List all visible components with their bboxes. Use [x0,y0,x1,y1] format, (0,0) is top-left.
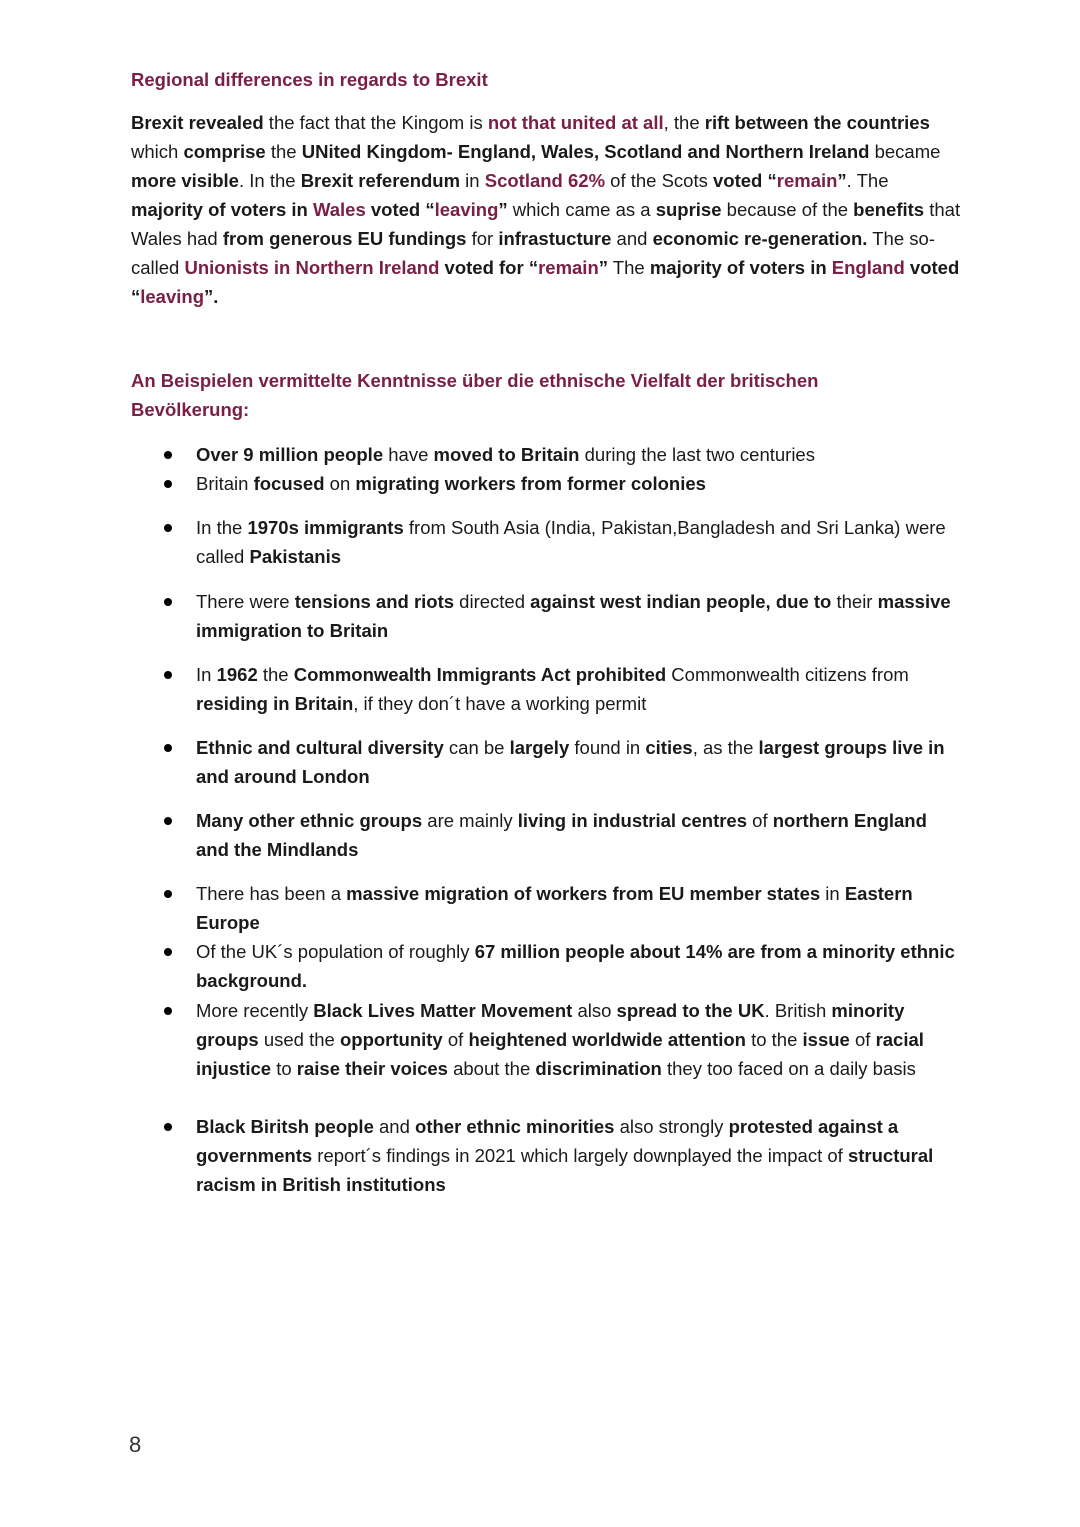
bold-text: more visible [131,170,239,191]
highlight-text: Scotland 62% [484,170,606,191]
bullet-dot [164,598,172,606]
bold-text: raise their voices [296,1058,448,1079]
list-item [196,1112,956,1199]
bold-text: largely [509,737,570,758]
brexit-paragraph [131,108,961,311]
text-run: also strongly [614,1116,729,1137]
bold-text: residing in Britain [196,693,354,714]
highlight-text: remain [776,170,838,191]
text-run: report´s findings in 2021 which largely downplayed the impact of [312,1145,848,1166]
bold-text: benefits [853,199,925,220]
bold-text: Pakistanis [249,546,342,567]
list-item [196,513,956,571]
bold-text: Ethnic and cultural diversity [196,737,444,758]
text-run: of the Scots [605,170,714,191]
highlight-text: Unionists in Northern Ireland [184,257,440,278]
bold-text: ” [498,199,508,220]
bold-text: from generous EU fundings [222,228,467,249]
bold-text: against west indian people, due to [530,591,832,612]
bold-text: UNited Kingdom- England, Wales, Scotland and Northern Ireland [301,141,870,162]
bold-text: ” [598,257,608,278]
text-run: Britain [196,473,254,494]
bold-text: voted “ [131,257,960,307]
text-run: the fact that the Kingom is [263,112,488,133]
highlight-text: remain [538,257,599,278]
list-item [196,937,956,995]
bold-text: northern England and the Mindlands [196,810,927,860]
bold-text: Black Biritsh people [196,1116,374,1137]
bullet-dot [164,948,172,956]
text-run: which [131,141,184,162]
text-run: have [383,444,434,465]
bold-text: rift between the countries [704,112,930,133]
section-heading-ethnic-diversity: An Beispielen vermittelte Kenntnisse über die ethnische Vielfalt der britischen Bevölkerung: [131,370,819,420]
text-run: In the [196,517,248,538]
bold-text: comprise [183,141,266,162]
bold-text: Over 9 million people [196,444,384,465]
list-item-text [196,591,951,641]
bullet-dot [164,817,172,825]
text-run: The [608,257,650,278]
bold-text: other ethnic minorities [415,1116,615,1137]
list-item [196,469,956,498]
bold-text: Brexit referendum [300,170,461,191]
text-run: they too faced on a daily basis [661,1058,916,1079]
text-run: , as the [692,737,759,758]
text-run: that Wales had [131,199,961,249]
bold-text: living in industrial centres [517,810,748,831]
text-run: There has been a [196,883,347,904]
text-run: . British [764,1000,832,1021]
bold-text: 67 million people about 14% are from a minority ethnic background. [196,941,955,991]
text-run: In [196,664,217,685]
page-number: 8 [129,1432,142,1457]
bold-text: focused [253,473,325,494]
highlight-text: Wales [312,199,366,220]
bold-text: massive immigration to Britain [196,591,951,641]
list-item-text [196,883,913,933]
text-run: the [265,141,302,162]
bold-text: heightened worldwide attention [468,1029,746,1050]
bold-text: minority groups [196,1000,905,1050]
bullet-dot [164,1123,172,1131]
list-item-text [196,810,927,860]
text-run: can be [443,737,510,758]
bold-text: moved to Britain [433,444,580,465]
text-run: More recently [196,1000,314,1021]
text-run: during the last two centuries [579,444,815,465]
bullet-dot [164,671,172,679]
list-item-text [196,517,946,567]
text-run: used the [258,1029,340,1050]
highlight-text: not that united at all [487,112,664,133]
list-item [196,440,956,469]
text-run: in [820,883,845,904]
highlight-text: England [831,257,905,278]
bold-text: infrastucture [498,228,612,249]
bold-text: tensions and riots [294,591,455,612]
bold-text: suprise [655,199,722,220]
text-run: the [257,664,294,685]
text-run: There were [196,591,295,612]
bold-text: voted “ [365,199,435,220]
bold-text: Many other ethnic groups [196,810,423,831]
bold-text: Black Lives Matter Movement [313,1000,573,1021]
text-run: . In the [238,170,301,191]
list-item-text [196,1116,933,1195]
bold-text: spread to the UK [616,1000,765,1021]
text-run: and [611,228,653,249]
bold-text: 1962 [216,664,258,685]
text-run: from South Asia (India, Pakistan,Bangladesh and Sri Lanka) were called [196,517,946,567]
bold-text: racial injustice [196,1029,924,1079]
text-run: and [373,1116,416,1137]
bullet-dot [164,451,172,459]
list-item [196,879,956,937]
text-run: The so-called [131,228,935,278]
bold-text: massive migration of workers from EU member states [346,883,821,904]
bullet-dot [164,480,172,488]
bullet-dot [164,524,172,532]
text-run: are mainly [422,810,518,831]
text-run: in [460,170,485,191]
bold-text: ”. [204,286,219,307]
bold-text: discrimination [535,1058,662,1079]
text-run: directed [454,591,531,612]
bullet-dot [164,744,172,752]
bold-text: protested against a governments [196,1116,899,1166]
list-item [196,587,956,645]
bold-text: Brexit revealed [131,112,264,133]
text-run: . The [846,170,889,191]
bold-text: majority of voters in [649,257,832,278]
text-run: about the [447,1058,536,1079]
text-run: found in [569,737,646,758]
text-run: Of the UK´s population of roughly [196,941,475,962]
bold-text: voted for “ [439,257,539,278]
bullet-dot [164,890,172,898]
list-item [196,660,956,718]
bold-text: majority of voters in [131,199,313,220]
text-run: for [466,228,499,249]
text-run: of [747,810,773,831]
bold-text: economic re-generation. [652,228,868,249]
text-run: , if they don´t have a working permit [353,693,647,714]
list-item-text [196,444,815,465]
bold-text: opportunity [339,1029,443,1050]
text-run: because of the [721,199,854,220]
list-item-text [196,737,945,787]
bold-text: structural racism in British institutions [196,1145,934,1195]
list-item-text [196,1000,924,1079]
highlight-text: leaving [140,286,204,307]
bold-text: Commonwealth Immigrants Act prohibited [293,664,667,685]
list-item [196,996,956,1083]
list-item-text [196,941,955,991]
list-item [196,806,956,864]
bold-text: largest groups live in and around London [196,737,945,787]
bold-text: 1970s immigrants [247,517,404,538]
text-run: became [869,141,941,162]
list-item [196,733,956,791]
text-run: to [271,1058,297,1079]
text-run: of [442,1029,469,1050]
text-run: which came as a [507,199,656,220]
bold-text: cities [645,737,693,758]
bullet-dot [164,1007,172,1015]
text-run: , the [663,112,705,133]
text-run: Commonwealth citizens from [666,664,909,685]
list-item-text [196,473,706,494]
list-item-text [196,664,909,714]
text-run: of [849,1029,876,1050]
text-run: also [572,1000,617,1021]
text-run: their [831,591,878,612]
section-heading-brexit: Regional differences in regards to Brexit [131,69,488,90]
bold-text: Eastern Europe [196,883,913,933]
bold-text: migrating workers from former colonies [355,473,706,494]
text-run: on [324,473,356,494]
text-run: to the [745,1029,803,1050]
bold-text: ” [837,170,847,191]
highlight-text: leaving [434,199,499,220]
bold-text: issue [802,1029,850,1050]
bold-text: voted “ [713,170,777,191]
